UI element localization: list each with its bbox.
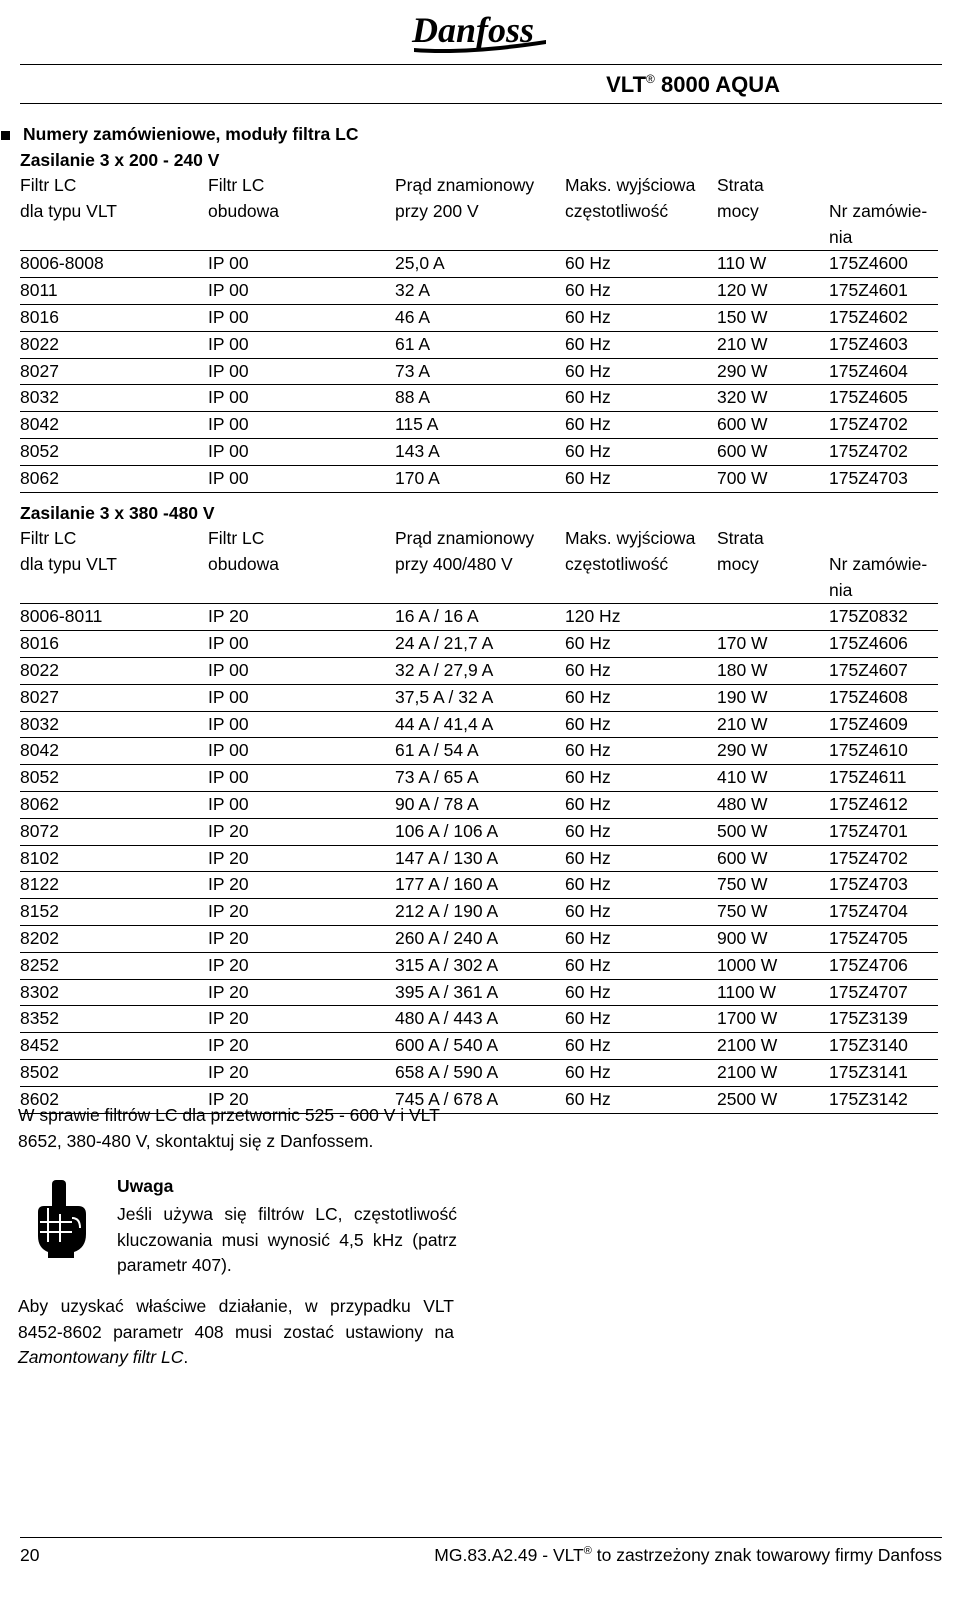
- table-cell: 175Z4611: [829, 765, 938, 792]
- table-header-cell: obudowa: [208, 553, 280, 574]
- table-row: [20, 304, 938, 331]
- table-cell: IP 00: [208, 765, 395, 792]
- table-cell: 600 A / 540 A: [395, 1033, 565, 1060]
- table-cell: [717, 604, 829, 631]
- table-cell: 73 A / 65 A: [395, 765, 565, 792]
- table-cell: 290 W: [717, 738, 829, 765]
- table-cell: 60 Hz: [565, 899, 717, 926]
- table-cell: 60 Hz: [565, 791, 717, 818]
- table-row: [20, 899, 938, 926]
- table-cell: 8032: [20, 385, 208, 412]
- table-cell: IP 00: [208, 331, 395, 358]
- table-cell: 8042: [20, 412, 208, 439]
- table-cell: IP 20: [208, 979, 395, 1006]
- table-header-cell: Strata: [717, 175, 764, 195]
- table-cell: IP 20: [208, 952, 395, 979]
- table-cell: IP 20: [208, 925, 395, 952]
- table-cell: 500 W: [717, 818, 829, 845]
- table-cell: 260 A / 240 A: [395, 925, 565, 952]
- table-cell: 175Z3142: [829, 1086, 938, 1113]
- header-rule-thin: [20, 103, 942, 104]
- table-row: [20, 331, 938, 358]
- table-cell: 60 Hz: [565, 1033, 717, 1060]
- supply-200-title: Zasilanie 3 x 200 - 240 V: [20, 150, 220, 170]
- table-row: [20, 631, 938, 658]
- table-cell: IP 00: [208, 791, 395, 818]
- table-cell: 175Z4702: [829, 438, 938, 465]
- table-header-cell: przy 400/480 V: [395, 553, 513, 574]
- table-row: [20, 358, 938, 385]
- table-cell: 60 Hz: [565, 331, 717, 358]
- table-cell: 60 Hz: [565, 438, 717, 465]
- table-row: [20, 765, 938, 792]
- table-cell: 25,0 A: [395, 251, 565, 278]
- table-cell: 175Z4603: [829, 331, 938, 358]
- table-cell: 8452: [20, 1033, 208, 1060]
- table-cell: 290 W: [717, 358, 829, 385]
- section-title: Numery zamówieniowe, moduły filtra LC: [23, 124, 359, 144]
- table-row: [20, 1006, 938, 1033]
- table-cell: 8072: [20, 818, 208, 845]
- table-row: [20, 657, 938, 684]
- table-cell: 106 A / 106 A: [395, 818, 565, 845]
- table-row: [20, 711, 938, 738]
- footer-trademark: MG.83.A2.49 - VLT® to zastrzeżony znak towarowy firmy Danfoss: [434, 1545, 942, 1565]
- table-cell: 210 W: [717, 711, 829, 738]
- table-cell: 175Z4707: [829, 979, 938, 1006]
- table-cell: 175Z4608: [829, 684, 938, 711]
- table-cell: 8016: [20, 304, 208, 331]
- table-cell: 600 W: [717, 438, 829, 465]
- table-header-cell: Filtr LC: [20, 175, 77, 195]
- table-cell: 60 Hz: [565, 979, 717, 1006]
- table-header-cell: Maks. wyjściowa: [565, 175, 696, 195]
- table-cell: 60 Hz: [565, 952, 717, 979]
- table-header-cell: Prąd znamionowy: [395, 528, 535, 548]
- table-row: [20, 925, 938, 952]
- page-number: 20: [20, 1545, 40, 1565]
- table-cell: 175Z4601: [829, 278, 938, 305]
- table-cell: 16 A / 16 A: [395, 604, 565, 631]
- table-cell: 8502: [20, 1059, 208, 1086]
- table-cell: 750 W: [717, 899, 829, 926]
- table-cell: 46 A: [395, 304, 565, 331]
- table-cell: 60 Hz: [565, 765, 717, 792]
- table-cell: 395 A / 361 A: [395, 979, 565, 1006]
- table-row: [20, 438, 938, 465]
- table-cell: 60 Hz: [565, 358, 717, 385]
- table-cell: 175Z4703: [829, 465, 938, 492]
- order-table-200v: [20, 173, 938, 493]
- table-cell: 60 Hz: [565, 738, 717, 765]
- table-cell: IP 20: [208, 1086, 395, 1113]
- table-cell: IP 00: [208, 358, 395, 385]
- header-rule: [20, 64, 942, 65]
- table-cell: 8016: [20, 631, 208, 658]
- table-cell: 175Z4701: [829, 818, 938, 845]
- danfoss-logo: [408, 2, 552, 60]
- table-cell: 44 A / 41,4 A: [395, 711, 565, 738]
- table-cell: 24 A / 21,7 A: [395, 631, 565, 658]
- table-cell: 745 A / 678 A: [395, 1086, 565, 1113]
- table-cell: 8022: [20, 331, 208, 358]
- table-header-row: [20, 199, 938, 225]
- parameter-note: Aby uzyskać właściwe działanie, w przypadku VLT 8452-8602 parametr 408 musi zostać ustawiony na Zamontowany filtr LC.: [18, 1296, 454, 1367]
- table-header-cell: Maks. wyjściowa: [565, 528, 696, 548]
- table-row: [20, 1033, 938, 1060]
- table-header-cell: [208, 225, 395, 251]
- table-header-cell: [395, 578, 565, 604]
- table-header-row: [20, 173, 938, 199]
- table-cell: 37,5 A / 32 A: [395, 684, 565, 711]
- table-cell: 175Z4705: [829, 925, 938, 952]
- table-cell: 60 Hz: [565, 925, 717, 952]
- table-cell: 8062: [20, 465, 208, 492]
- table-cell: 175Z4605: [829, 385, 938, 412]
- table-cell: IP 00: [208, 465, 395, 492]
- table-cell: 60 Hz: [565, 818, 717, 845]
- table-cell: 315 A / 302 A: [395, 952, 565, 979]
- table-header-cell: obudowa: [208, 200, 280, 221]
- table-header-cell: [20, 578, 208, 604]
- table-cell: IP 00: [208, 684, 395, 711]
- table-header-cell: Filtr LC: [208, 175, 265, 195]
- table-header-row: [20, 526, 938, 552]
- table-cell: IP 00: [208, 711, 395, 738]
- order-table-380v: [20, 526, 938, 1114]
- table-row: [20, 251, 938, 278]
- table-header-cell: częstotliwość: [565, 200, 669, 221]
- table-cell: 1700 W: [717, 1006, 829, 1033]
- product-title: VLT® 8000 AQUA: [606, 72, 780, 97]
- table-cell: 175Z4703: [829, 872, 938, 899]
- table-cell: 480 A / 443 A: [395, 1006, 565, 1033]
- table-cell: 175Z4609: [829, 711, 938, 738]
- table-cell: 320 W: [717, 385, 829, 412]
- footer-rule: [20, 1537, 942, 1538]
- table-cell: 175Z4702: [829, 412, 938, 439]
- table-cell: 175Z4606: [829, 631, 938, 658]
- table-cell: IP 20: [208, 899, 395, 926]
- table-cell: 900 W: [717, 925, 829, 952]
- svg-text:Danfoss: Danfoss: [412, 10, 535, 50]
- table-cell: IP 20: [208, 1006, 395, 1033]
- table-row: [20, 979, 938, 1006]
- table-cell: 175Z3140: [829, 1033, 938, 1060]
- table-header-cell: [829, 173, 938, 199]
- table-cell: 8062: [20, 791, 208, 818]
- table-cell: 8027: [20, 684, 208, 711]
- table-cell: 190 W: [717, 684, 829, 711]
- table-header-cell: Prąd znamionowy: [395, 175, 535, 195]
- table-cell: 170 A: [395, 465, 565, 492]
- table-header-cell: [717, 225, 829, 251]
- table-header-cell: Filtr LC: [20, 528, 77, 548]
- table-cell: 60 Hz: [565, 412, 717, 439]
- table-header-cell: [208, 578, 395, 604]
- table-cell: 115 A: [395, 412, 565, 439]
- warning-title: Uwaga: [117, 1176, 174, 1196]
- table-header-row: [20, 552, 938, 578]
- table-row: [20, 412, 938, 439]
- table-header-cell: dla typu VLT: [20, 553, 117, 574]
- table-cell: 60 Hz: [565, 631, 717, 658]
- table-cell: IP 00: [208, 385, 395, 412]
- table-row: [20, 278, 938, 305]
- table-cell: 2500 W: [717, 1086, 829, 1113]
- table-cell: 410 W: [717, 765, 829, 792]
- supply-380-title: Zasilanie 3 x 380 -480 V: [20, 503, 215, 523]
- table-header-cell: dla typu VLT: [20, 200, 117, 221]
- table-cell: IP 00: [208, 412, 395, 439]
- table-cell: 750 W: [717, 872, 829, 899]
- table-cell: 212 A / 190 A: [395, 899, 565, 926]
- table-cell: 1100 W: [717, 979, 829, 1006]
- table-row: [20, 738, 938, 765]
- table-cell: 60 Hz: [565, 872, 717, 899]
- table-cell: IP 20: [208, 1059, 395, 1086]
- table-cell: 60 Hz: [565, 385, 717, 412]
- table-cell: 8022: [20, 657, 208, 684]
- table-cell: 175Z3141: [829, 1059, 938, 1086]
- table-cell: 110 W: [717, 251, 829, 278]
- table-cell: 60 Hz: [565, 304, 717, 331]
- table-cell: 175Z3139: [829, 1006, 938, 1033]
- table-cell: 8042: [20, 738, 208, 765]
- table-row: [20, 465, 938, 492]
- table-cell: 120 Hz: [565, 604, 717, 631]
- table-row: [20, 845, 938, 872]
- table-cell: IP 00: [208, 278, 395, 305]
- table-cell: 8102: [20, 845, 208, 872]
- table-row: [20, 385, 938, 412]
- table-cell: IP 00: [208, 738, 395, 765]
- pointing-hand-icon: [34, 1178, 90, 1258]
- table-cell: 600 W: [717, 412, 829, 439]
- table-header-cell: częstotliwość: [565, 553, 669, 574]
- table-cell: IP 00: [208, 304, 395, 331]
- table-cell: 143 A: [395, 438, 565, 465]
- table-cell: IP 00: [208, 657, 395, 684]
- table-cell: 8032: [20, 711, 208, 738]
- table-cell: 8152: [20, 899, 208, 926]
- table-header-cell: [20, 225, 208, 251]
- table-cell: 61 A: [395, 331, 565, 358]
- table-cell: 32 A / 27,9 A: [395, 657, 565, 684]
- table-cell: 88 A: [395, 385, 565, 412]
- table-header-cell: [565, 225, 717, 251]
- table-cell: 73 A: [395, 358, 565, 385]
- table-header-cell: mocy: [717, 200, 759, 221]
- table-cell: 8302: [20, 979, 208, 1006]
- table-cell: 60 Hz: [565, 1059, 717, 1086]
- table-header-row: [20, 225, 938, 251]
- table-cell: IP 00: [208, 251, 395, 278]
- table-cell: 8006-8011: [20, 604, 208, 631]
- table-cell: 210 W: [717, 331, 829, 358]
- table-cell: 8122: [20, 872, 208, 899]
- table-cell: 175Z4600: [829, 251, 938, 278]
- table-cell: IP 20: [208, 845, 395, 872]
- table-header-row: [20, 578, 938, 604]
- table-row: [20, 818, 938, 845]
- table-cell: 8202: [20, 925, 208, 952]
- table-cell: 147 A / 130 A: [395, 845, 565, 872]
- table-cell: 8052: [20, 765, 208, 792]
- table-cell: IP 20: [208, 1033, 395, 1060]
- table-cell: 150 W: [717, 304, 829, 331]
- table-header-cell: nia: [829, 225, 938, 251]
- table-cell: 32 A: [395, 278, 565, 305]
- table-header-cell: przy 200 V: [395, 200, 479, 221]
- table-cell: 700 W: [717, 465, 829, 492]
- table-cell: IP 00: [208, 631, 395, 658]
- table-header-cell: mocy: [717, 553, 759, 574]
- table-cell: 2100 W: [717, 1033, 829, 1060]
- table-cell: 60 Hz: [565, 1086, 717, 1113]
- parameter-value: Zamontowany filtr LC: [18, 1347, 184, 1367]
- table-cell: IP 20: [208, 818, 395, 845]
- section-bullet-icon: [1, 131, 10, 140]
- table-row: [20, 872, 938, 899]
- table-cell: 480 W: [717, 791, 829, 818]
- table-cell: 175Z4610: [829, 738, 938, 765]
- table-cell: 60 Hz: [565, 657, 717, 684]
- table-cell: 8006-8008: [20, 251, 208, 278]
- table-header-cell: nia: [829, 578, 938, 604]
- table-row: [20, 791, 938, 818]
- table-header-cell: Strata: [717, 528, 764, 548]
- table-header-cell: [717, 578, 829, 604]
- table-row: [20, 604, 938, 631]
- table-cell: 60 Hz: [565, 465, 717, 492]
- table-cell: 175Z4704: [829, 899, 938, 926]
- table-cell: 8052: [20, 438, 208, 465]
- table-cell: 600 W: [717, 845, 829, 872]
- table-header-cell: [565, 578, 717, 604]
- table-cell: 175Z4602: [829, 304, 938, 331]
- table-cell: 180 W: [717, 657, 829, 684]
- table-row: [20, 1059, 938, 1086]
- table-header-cell: [829, 526, 938, 552]
- table-cell: 177 A / 160 A: [395, 872, 565, 899]
- table-row: [20, 684, 938, 711]
- table-cell: 2100 W: [717, 1059, 829, 1086]
- table-cell: 8011: [20, 278, 208, 305]
- table-cell: 8252: [20, 952, 208, 979]
- table-cell: 8602: [20, 1086, 208, 1113]
- table-cell: 60 Hz: [565, 251, 717, 278]
- table-cell: 175Z4706: [829, 952, 938, 979]
- table-header-cell: [395, 225, 565, 251]
- table-cell: 170 W: [717, 631, 829, 658]
- table-cell: IP 20: [208, 604, 395, 631]
- table-cell: 175Z0832: [829, 604, 938, 631]
- table-cell: 8352: [20, 1006, 208, 1033]
- table-cell: 1000 W: [717, 952, 829, 979]
- table-header-cell: Nr zamówie-: [829, 200, 928, 221]
- table-header-cell: Filtr LC: [208, 528, 265, 548]
- warning-text: Jeśli używa się filtrów LC, częstotliwość kluczowania musi wynosić 4,5 kHz (patrz parametr 407).: [117, 1204, 457, 1275]
- contact-note: W sprawie filtrów LC dla przetwornic 525 - 600 V i VLT 8652, 380-480 V, skontaktuj się z Danfossem.: [18, 1105, 440, 1151]
- table-cell: 60 Hz: [565, 278, 717, 305]
- table-cell: IP 20: [208, 872, 395, 899]
- table-cell: IP 00: [208, 438, 395, 465]
- table-cell: 60 Hz: [565, 684, 717, 711]
- table-cell: 60 Hz: [565, 845, 717, 872]
- table-cell: 61 A / 54 A: [395, 738, 565, 765]
- table-row: [20, 952, 938, 979]
- table-cell: 60 Hz: [565, 711, 717, 738]
- table-cell: 90 A / 78 A: [395, 791, 565, 818]
- table-cell: 8027: [20, 358, 208, 385]
- table-cell: 658 A / 590 A: [395, 1059, 565, 1086]
- table-cell: 60 Hz: [565, 1006, 717, 1033]
- table-cell: 175Z4604: [829, 358, 938, 385]
- table-cell: 120 W: [717, 278, 829, 305]
- table-cell: 175Z4702: [829, 845, 938, 872]
- table-cell: 175Z4607: [829, 657, 938, 684]
- table-cell: 175Z4612: [829, 791, 938, 818]
- table-header-cell: Nr zamówie-: [829, 553, 928, 574]
